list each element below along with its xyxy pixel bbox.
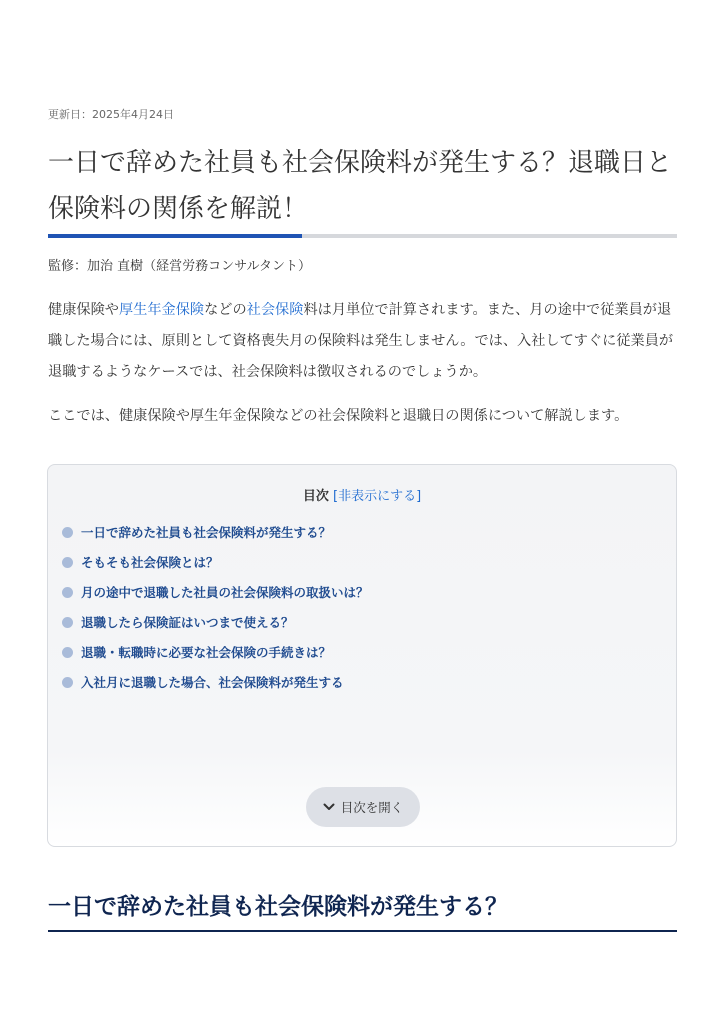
toc-link[interactable]: 月の途中で退職した社員の社会保険料の取扱いは？	[81, 585, 369, 600]
toc-item	[62, 607, 369, 637]
bullet-icon	[62, 617, 73, 628]
bullet-icon	[62, 557, 73, 568]
bullet-icon	[62, 587, 73, 598]
toc-list	[62, 517, 369, 697]
intro-text-c: 料は月単位で計算されます。また、月の途中で従業員が退職した場合には、原則として資格喪失月の保険料は発生しません。では、入社してすぐに従業員が退職するようなケースでは、社会保険料は徴収されるのでしょうか。	[48, 302, 674, 380]
supervisor-credit: 監修：加治 直樹（経営労務コンサルタント）	[48, 259, 311, 274]
intro-paragraph-1	[48, 295, 680, 388]
toc-hide-toggle[interactable]: [非表示にする]	[333, 489, 422, 504]
title-underline-accent	[48, 234, 302, 238]
intro-text-b: などの	[204, 302, 247, 318]
updated-date: 更新日：2025年4月24日	[48, 108, 174, 121]
toc-link[interactable]: 一日で辞めた社員も社会保険料が発生する？	[81, 525, 332, 540]
toc-open-label: 目次を開く	[340, 800, 404, 815]
bullet-icon	[62, 677, 73, 688]
toc-item	[62, 517, 369, 547]
toc-item	[62, 577, 369, 607]
intro-text-a: 健康保険や	[48, 302, 119, 318]
title-underline	[48, 234, 677, 238]
page-title: 一日で辞めた社員も社会保険料が発生する？退職日と保険料の関係を解説！	[48, 148, 673, 224]
toc-link[interactable]: 退職・転職時に必要な社会保険の手続きは？	[81, 645, 332, 660]
toc-label: 目次	[302, 489, 329, 504]
toc-link[interactable]: 退職したら保険証はいつまで使える？	[81, 615, 294, 630]
chevron-down-icon	[323, 803, 335, 811]
table-of-contents	[47, 464, 677, 847]
intro-paragraph-2: ここでは、健康保険や厚生年金保険などの社会保険料と退職日の関係について解説します。	[48, 408, 629, 424]
toc-item	[62, 667, 369, 697]
toc-open-button[interactable]	[306, 787, 420, 827]
bullet-icon	[62, 527, 73, 538]
bullet-icon	[62, 647, 73, 658]
toc-header	[48, 485, 676, 504]
section-heading: 一日で辞めた社員も社会保険料が発生する？	[48, 894, 508, 920]
link-shakai-hoken[interactable]: 社会保険	[246, 302, 304, 318]
toc-item	[62, 637, 369, 667]
section-heading-underline	[48, 930, 677, 932]
toc-item	[62, 547, 369, 577]
toc-link[interactable]: そもそも社会保険とは？	[81, 555, 219, 570]
toc-link[interactable]: 入社月に退職した場合、社会保険料が発生する	[81, 675, 344, 690]
link-kosei-nenkin[interactable]: 厚生年金保険	[118, 302, 205, 318]
